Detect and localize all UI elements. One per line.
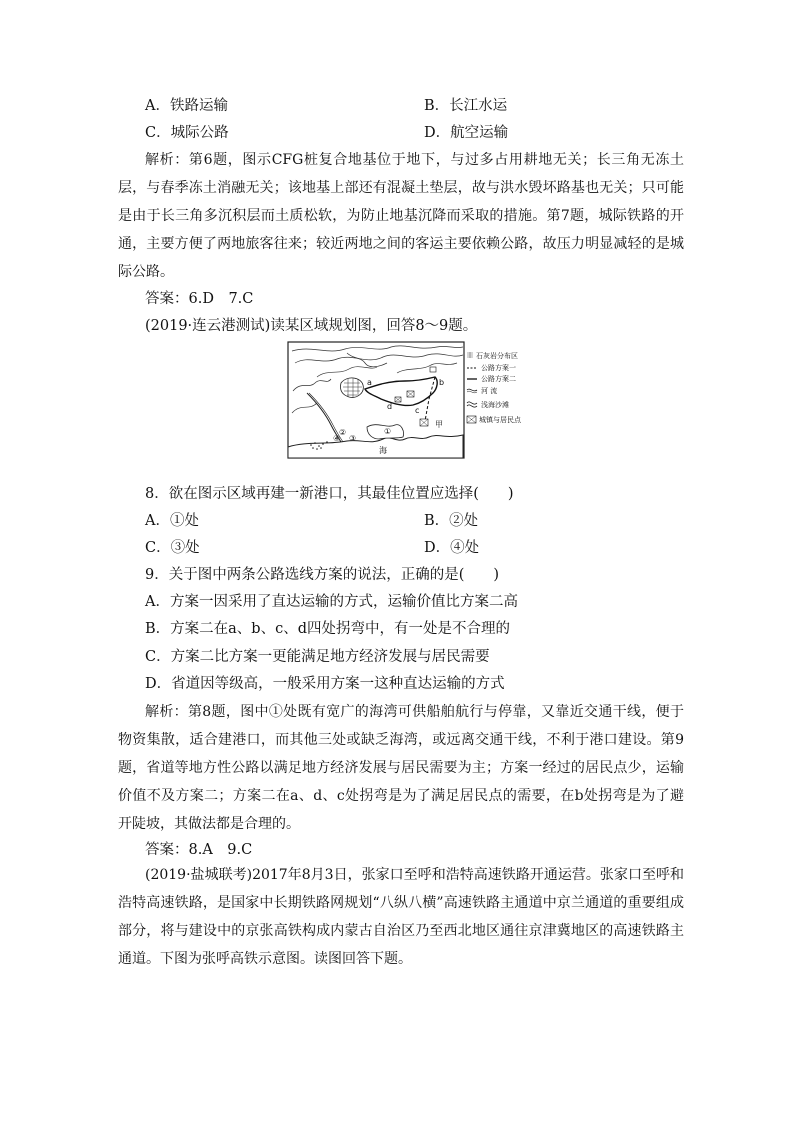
analysis-8-9: 解析：第8题，图中①处既有宽广的海湾可供船舶航行与停靠，又靠近交通干线，便于物资集散，适合建港口，而其他三处或缺乏海湾，或远离交通干线，不利于港口建设。第9题，省道等地方性公路以满足地方经济发展与居民需要为主；方案一经过的居民点少，运输价值不及方案二；方案二在a、d、c处拐弯是为了满足居民点的需要，在b处拐弯是为了避开陡坡，其做法都是合理的。 [118,704,684,832]
q8-option-b: B．②处 [424,513,479,529]
legend-town: 城镇与居民点 [479,416,521,424]
q8-option-c: C．③处 [145,540,200,556]
legend-route-one: 公路方案一 [481,364,516,372]
map-label-4: ④ [333,434,341,443]
q9-option-b: B．方案二在a、b、c、d四处拐弯中，有一处是不合理的 [145,621,510,637]
q7-option-c: C．城际公路 [145,125,229,141]
q7-option-b: B．长江水运 [424,98,508,114]
map-label-2: ② [339,428,347,437]
q8-stem: 8．欲在图示区域再建一新港口，其最佳位置应选择( ) [145,486,514,502]
map-label-a: a [367,378,372,387]
q7-option-a: A．铁路运输 [145,98,228,114]
q8-option-a: A．①处 [145,513,199,529]
map-label-sea: 海 [379,446,387,455]
q9-option-c: C．方案二比方案一更能满足地方经济发展与居民需要 [145,649,490,665]
map-label-1: ① [384,427,392,436]
analysis-6-7: 解析：第6题，图示CFG桩复合地基位于地下，与过多占用耕地无关；长三角无冻土层，与春季冻土消融无关；该地基上部还有混凝土垫层，故与洪水毁坏路基也无关；只可能是由于长三角多沉积层而土质松软，为防止地基沉降而采取的措施。第7题，城际铁路的开通，主要方便了两地旅客往来；较近两地之间的客运主要依赖公路，故压力明显减轻的是城际公路。 [118,152,684,280]
legend-beach: 浅海沙滩 [481,401,509,409]
q9-stem: 9．关于图中两条公路选线方案的说法，正确的是( ) [145,567,500,583]
answer-8-9: 答案：8.A 9.C [145,842,253,858]
legend-limestone: 石灰岩分布区 [476,352,518,360]
answer-6-7: 答案：6.D 7.C [145,291,254,307]
map-label-d: d [387,402,393,411]
q7-option-d: D．航空运输 [424,125,509,141]
q9-option-d: D．省道因等级高，一般采用方案一这种直达运输的方式 [145,676,505,692]
map-label-b: b [439,378,445,387]
q9-option-a: A．方案一因采用了直达运输的方式，运输价值比方案二高 [145,594,518,610]
intro-next-question: (2019·盐城联考)2017年8月3日，张家口至呼和浩特高速铁路开通运营。张家口至呼和浩特高速铁路，是国家中长期铁路网规划“八纵八横”高速铁路主通道中京兰通道的重要组成部分，将与建设中的京张高铁构成内蒙古自治区乃至西北地区通往京津冀地区的高速铁路主通道。下图为张呼高铁示意图。读图回答下题。 [118,867,684,967]
region-planning-map [287,341,569,459]
intro-8-9: (2019·连云港测试)读某区域规划图，回答8～9题。 [145,318,478,334]
legend-river: 河 流 [481,387,498,395]
q8-option-d: D．④处 [424,540,480,556]
map-label-c: c [415,406,420,415]
map-label-3: ③ [349,434,357,443]
legend-route-two: 公路方案二 [481,375,516,383]
map-legend [467,351,522,424]
map-label-jia: 甲 [435,420,443,429]
